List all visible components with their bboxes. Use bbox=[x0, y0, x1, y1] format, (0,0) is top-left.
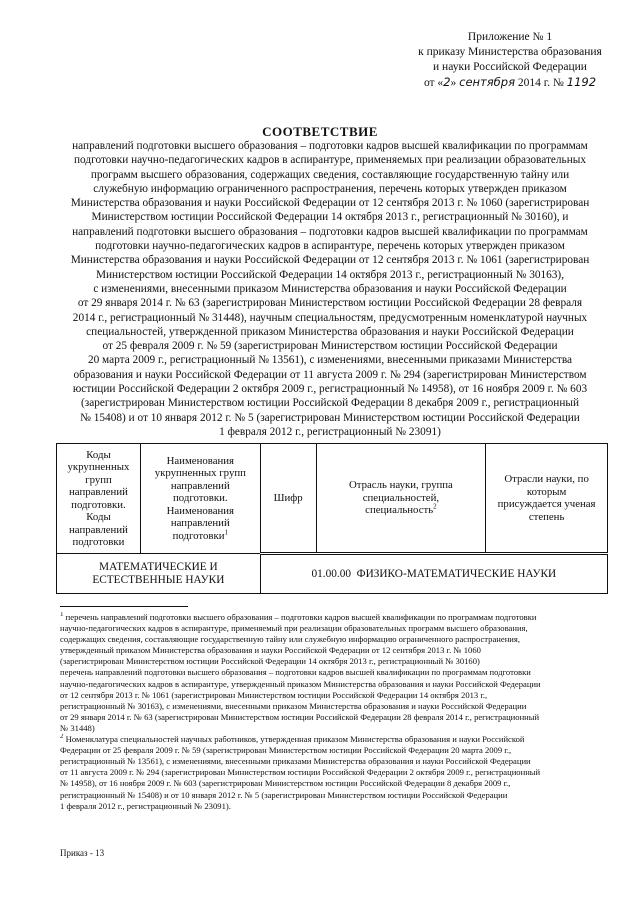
header-degree-fields: Отрасли науки, по которым присуждается ученая степень bbox=[486, 444, 608, 554]
cell-science-name: ФИЗИКО-МАТЕМАТИЧЕСКИЕ НАУКИ bbox=[356, 567, 557, 580]
footnote-line: № 14958), от 16 ноября 2009 г. № 603 (зарегистрирован Министерством юстиции Российской Федерации 8 декабря 2009 г., bbox=[60, 778, 511, 789]
intro-line: 2014 г., регистрационный № 31448), научным специальностям, предусмотренным номенклатурой научных bbox=[72, 311, 588, 324]
footnote-ref: 2 bbox=[433, 502, 437, 511]
handwritten-order-number: 1192 bbox=[566, 75, 597, 89]
header-code: Шифр bbox=[260, 444, 316, 554]
footnote-line: $^1$ перечень направлений подготовки высшего образования – подготовки кадров высшей квалификации по программам подготовки bbox=[60, 612, 537, 622]
intro-line: Министерства образования и науки Российской Федерации от 12 сентября 2013 г. № 1060 (зарегистрирован bbox=[70, 197, 590, 210]
footnote-separator bbox=[60, 606, 188, 607]
intro-line: подготовки научно-педагогических кадров в аспирантуре, применяемых при реализации образовательных bbox=[74, 154, 586, 167]
footnote-line: $^2$ Номенклатура специальностей научных работников, утвержденная приказом Министерства образования и науки Российской bbox=[60, 734, 525, 745]
footnote-line: регистрационный № 30163), с изменениями, внесенными приказом Министерства образования и науки Российской Федерации bbox=[60, 700, 527, 711]
footnote-ref: 1 bbox=[224, 528, 228, 537]
intro-line: (зарегистрирован Министерством юстиции Российской Федерации 8 декабря 2009 г., регистрационный bbox=[81, 397, 579, 410]
footnote-line: научно-педагогических кадров в аспирантуре, утвержденный приказом Министерства образования и науки Российской Федерации bbox=[60, 678, 541, 689]
footnote-line: от 29 января 2014 г. № 63 (зарегистрирован Министерством юстиции Российской Федерации 28 февраля 2014 г., регистрационный bbox=[60, 711, 540, 722]
footnote-line: от 12 сентября 2013 г. № 1061 (зарегистрирован Министерством юстиции Российской Федерации 14 октября 2013 г., bbox=[60, 689, 488, 700]
intro-line: от 29 января 2014 г. № 63 (зарегистрирован Министерством юстиции Российской Федерации 28 февраля bbox=[77, 297, 583, 310]
appendix-number: Приложение № 1 bbox=[467, 31, 553, 43]
correspondence-table bbox=[56, 443, 608, 594]
footnotes bbox=[60, 612, 608, 812]
footnote-line: содержащих сведения, составляющие государственную тайну или служебную информацию ограниченного распространения, bbox=[60, 634, 520, 645]
intro-line: Министерством юстиции Российской Федерации 14 октября 2013 г., регистрационный № 30160), и bbox=[91, 211, 569, 224]
intro-line: Министерством юстиции Российской Федерации 14 октября 2013 г., регистрационный № 30163), bbox=[95, 268, 565, 281]
footnote-line: регистрационный № 15408) и от 10 января 2012 г. № 5 (зарегистрирован Министерством юстиции Российской Федерации bbox=[60, 789, 508, 800]
intro-line: от 25 февраля 2009 г. № 59 (зарегистрирован Министерством юстиции Российской Федерации bbox=[102, 340, 558, 353]
document-title: СООТВЕТСТВИЕ bbox=[262, 124, 378, 139]
appendix-header bbox=[400, 30, 620, 91]
intro-line: с изменениями, внесенными приказом Министерства образования и науки Российской Федерации bbox=[93, 282, 567, 295]
cell-group-name: МАТЕМАТИЧЕСКИЕ И ЕСТЕСТВЕННЫЕ НАУКИ bbox=[57, 554, 261, 594]
handwritten-day: 2 bbox=[443, 75, 451, 89]
intro-line: служебную информацию ограниченного распространения, перечень которых утвержден приказом bbox=[93, 182, 567, 195]
table-header-row bbox=[57, 444, 608, 554]
intro-line: специальностей, утвержденной приказом Министерства образования и науки Российской Федерации bbox=[86, 325, 574, 338]
header-science-field: Отрасль науки, группа специальностей, специальность$^2$ bbox=[316, 444, 486, 554]
intro-line: № 15408) и от 10 января 2012 г. № 5 (зарегистрирован Министерством юстиции Российской Федерации bbox=[80, 411, 580, 424]
table-row bbox=[57, 554, 608, 594]
appendix-date-line: от «2» сентября 2014 г. № 1192 bbox=[423, 75, 597, 89]
header-group-names: Наименования укрупненных групп направлений подготовки. Наименования направлений подготовки$^1$ bbox=[140, 444, 260, 554]
footnote-line: Федерации от 25 февраля 2009 г. № 59 (зарегистрирован Министерством юстиции Российской Федерации 20 марта 2009 г., bbox=[60, 745, 512, 756]
footnote-line: регистрационный № 13561), с изменениями, внесенными приказами Министерства образования и науки Российской Федерации bbox=[60, 756, 531, 767]
intro-line: образования и науки Российской Федерации от 11 августа 2009 г. № 294 (зарегистрирован Министерством bbox=[73, 368, 587, 381]
footnote-line: научно-педагогических кадров в аспирантуре, применяемый при реализации образовательных программ высшего образования, bbox=[60, 623, 528, 634]
cell-science-heading bbox=[260, 554, 607, 594]
footnote-line: 1 февраля 2012 г., регистрационный № 23091). bbox=[60, 800, 231, 811]
intro-line: направлений подготовки высшего образования – подготовки кадров высшей квалификации по программам bbox=[72, 225, 588, 238]
intro-line: программ высшего образования, содержащих сведения, составляющие государственную тайну или bbox=[90, 168, 570, 181]
appendix-order-line: к приказу Министерства образования bbox=[418, 46, 602, 58]
header-group-codes: Коды укрупненных групп направлений подготовки. Коды направлений подготовки bbox=[57, 444, 141, 554]
handwritten-month: сентября bbox=[459, 75, 515, 89]
intro-line: направлений подготовки высшего образования – подготовки кадров высшей квалификации по программам bbox=[72, 140, 588, 152]
document-intro bbox=[52, 139, 608, 439]
cell-code: 01.00.00 bbox=[311, 567, 351, 580]
intro-line: юстиции Российской Федерации 2 октября 2009 г., регистрационный № 14958), от 16 ноября 2009 г. № 603 bbox=[72, 383, 588, 396]
intro-line: 1 февраля 2012 г., регистрационный № 23091) bbox=[219, 425, 441, 438]
page-footer: Приказ - 13 bbox=[60, 848, 105, 858]
footnote-line: № 31448) bbox=[60, 722, 95, 733]
intro-line: Министерства образования и науки Российской Федерации от 12 сентября 2013 г. № 1061 (зарегистрирован bbox=[70, 254, 590, 267]
intro-line: подготовки научно-педагогических кадров в аспирантуре, перечень которых утвержден приказом bbox=[95, 240, 565, 253]
intro-line: 20 марта 2009 г., регистрационный № 13561), с изменениями, внесенными приказами Министерства bbox=[87, 354, 573, 367]
footnote-line: перечень направлений подготовки высшего образования – подготовки кадров высшей квалификации по программам подготовки bbox=[60, 667, 531, 678]
footnote-line: (зарегистрирован Министерством юстиции Российской Федерации 14 октября 2013 г., регистрационный № 30160) bbox=[60, 656, 480, 667]
footnote-line: утвержденный приказом Министерства образования и науки Российской Федерации от 12 сентября 2013 г. № 1060 bbox=[60, 645, 481, 656]
appendix-ministry-line: и науки Российской Федерации bbox=[433, 61, 587, 73]
footnote-line: от 11 августа 2009 г. № 294 (зарегистрирован Министерством юстиции Российской Федерации 2 октября 2009 г., регистрационный bbox=[60, 767, 541, 778]
